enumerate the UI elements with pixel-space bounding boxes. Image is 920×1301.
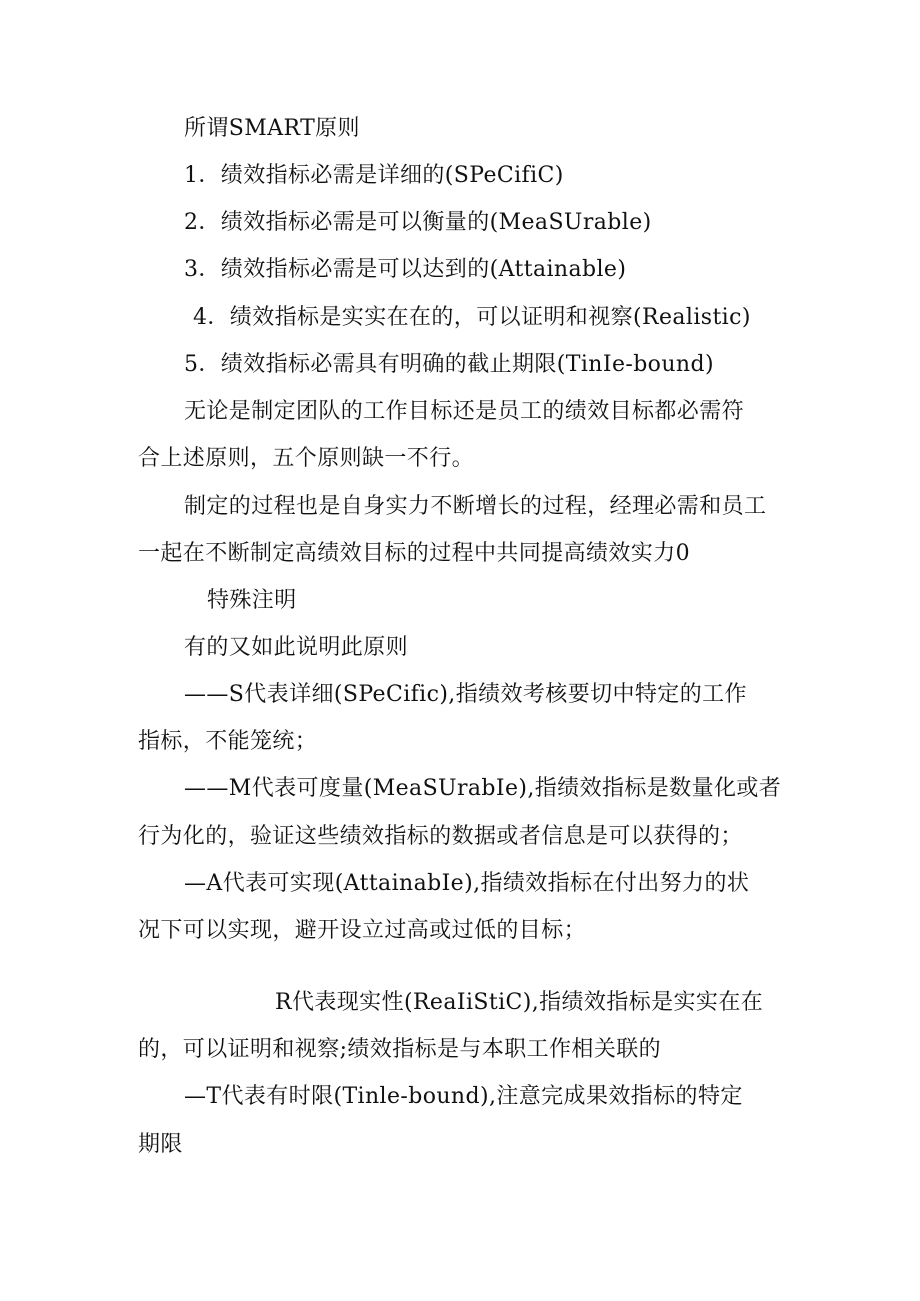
list-item-4: 4．绩效指标是实实在在的，可以证明和视察(Realistic) [193, 305, 751, 330]
paragraph-2-line-1: 制定的过程也是自身实力不断增长的过程，经理必需和员工 [184, 494, 767, 519]
special-note-heading: 特殊注明 [207, 588, 297, 613]
paragraph-1-line-2: 合上述原则，五个原则缺一不行。 [138, 446, 475, 471]
m-item-line-2: 行为化的，验证这些绩效指标的数据或者信息是可以获得的； [138, 824, 743, 849]
t-item-line-2: 期限 [138, 1132, 183, 1157]
s-item-line-1: ——S代表详细(SPeCific),指绩效考核要切中特定的工作 [184, 682, 747, 707]
a-item-line-2: 况下可以实现，避开设立过高或过低的目标； [138, 918, 587, 943]
paragraph-2-line-2: 一起在不断制定高绩效目标的过程中共同提高绩效实力0 [138, 541, 690, 566]
list-item-3: 3．绩效指标必需是可以达到的(Attainable) [184, 257, 627, 282]
document-title: 所谓SMART原则 [184, 116, 360, 141]
r-item-line-1: R代表现实性(ReaIiStiC),指绩效指标是实实在在 [275, 990, 764, 1015]
s-item-line-2: 指标，不能笼统； [138, 729, 318, 754]
r-item-line-2: 的，可以证明和视察;绩效指标是与本职工作相关联的 [138, 1037, 662, 1062]
list-item-1: 1．绩效指标必需是详细的(SPeCifiC) [184, 163, 564, 188]
intro-line: 有的又如此说明此原则 [184, 635, 409, 660]
a-item-line-1: —A代表可实现(AttainabIe),指绩效指标在付出努力的状 [184, 871, 750, 896]
list-item-2: 2．绩效指标必需是可以衡量的(MeaSUrable) [184, 210, 652, 235]
m-item-line-1: ——M代表可度量(MeaSUrabIe),指绩效指标是数量化或者 [184, 776, 782, 801]
list-item-5: 5．绩效指标必需具有明确的截止期限(TinIe-bound) [184, 352, 714, 377]
paragraph-1-line-1: 无论是制定团队的工作目标还是员工的绩效目标都必需符 [184, 399, 745, 424]
t-item-line-1: —T代表有时限(Tinle-bound),注意完成果效指标的特定 [184, 1084, 743, 1109]
